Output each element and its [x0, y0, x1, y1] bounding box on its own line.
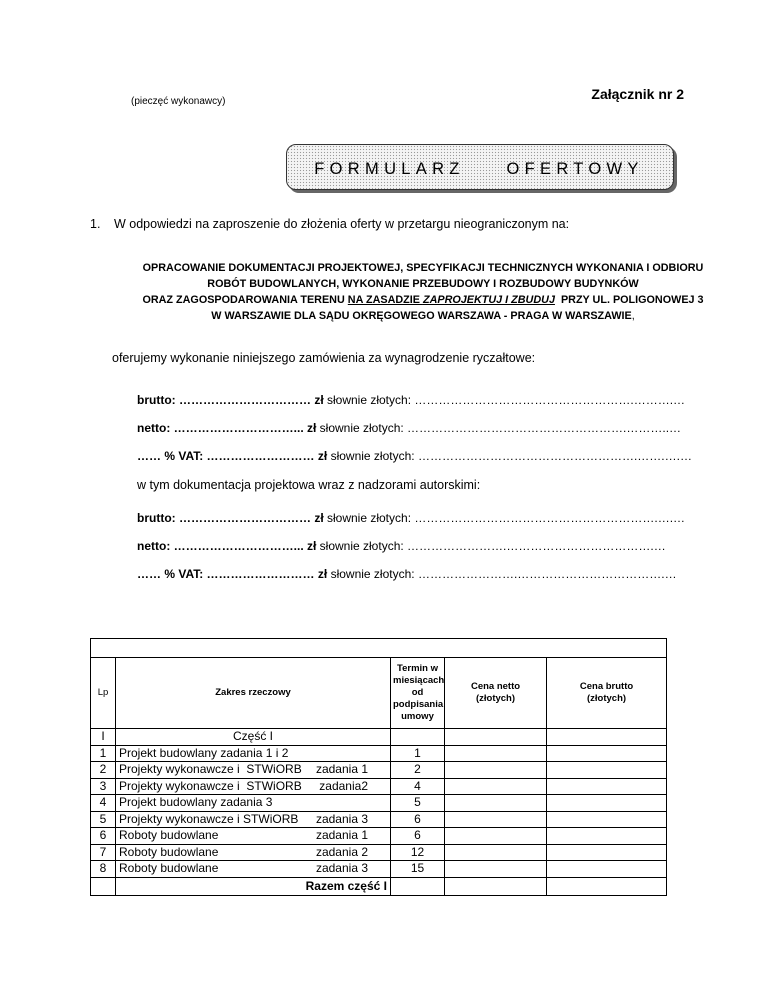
stamp-placeholder: (pieczęć wykonawcy) — [131, 96, 226, 107]
row-task: zadania2 — [319, 778, 368, 793]
table-row — [91, 861, 667, 878]
row-zakres-wrap — [116, 861, 390, 877]
row-brutto[interactable] — [547, 811, 667, 828]
subject-line-2: ROBÓT BUDOWLANYCH, WYKONANIE PRZEBUDOWY I ROZBUDOWY BUDYNKÓW — [207, 278, 639, 290]
price-brutto[interactable] — [137, 393, 685, 407]
row-term: 4 — [391, 778, 445, 795]
row-name: Projekt budowlany zadania 1 i 2 — [119, 745, 289, 760]
table-total-row — [91, 877, 667, 895]
row-zakres — [116, 828, 391, 845]
offer-intro: oferujemy wykonanie niniejszego zamówienia za wynagrodzenie ryczałtowe: — [112, 351, 536, 365]
row-netto[interactable] — [445, 795, 547, 812]
part-brutto[interactable] — [547, 729, 667, 746]
point-1 — [90, 217, 569, 231]
price-brutto-words: słownie złotych: ……………………………………………….……….… — [323, 393, 686, 407]
row-zakres — [116, 811, 391, 828]
row-netto[interactable] — [445, 828, 547, 845]
row-brutto[interactable] — [547, 861, 667, 878]
row-name: Projekt budowlany zadania 3 — [119, 795, 273, 809]
design-netto-label: netto: …………………………... zł — [137, 539, 317, 553]
row-term: 15 — [391, 861, 445, 878]
design-netto-words: słownie złotych: …………………….……………………………….… — [316, 539, 666, 553]
row-task — [368, 795, 388, 811]
row-task: zadania 3 — [315, 861, 368, 875]
row-zakres-wrap — [116, 828, 390, 844]
row-name: Projekty wykonawcze i STWiORB — [119, 778, 302, 793]
row-brutto[interactable] — [547, 844, 667, 861]
row-brutto[interactable] — [547, 778, 667, 795]
subject-line-4-end: , — [631, 310, 635, 322]
subject-line-4-text: W WARSZAWIE DLA SĄDU OKRĘGOWEGO WARSZAWA - PRAGA W WARSZAWIE — [211, 310, 632, 322]
row-task: zadania 1 — [315, 762, 368, 776]
point-number: 1. — [90, 217, 101, 231]
row-zakres-wrap — [116, 795, 390, 811]
row-zakres-wrap — [116, 812, 390, 828]
table-row — [91, 778, 667, 795]
row-lp: 4 — [91, 795, 116, 812]
row-lp: 8 — [91, 861, 116, 878]
row-netto[interactable] — [445, 861, 547, 878]
row-brutto[interactable] — [547, 795, 667, 812]
header-brutto: Cena brutto (złotych) — [547, 658, 667, 729]
design-vat-label: …… % VAT: ……………………… zł — [137, 567, 328, 581]
row-netto[interactable] — [445, 762, 547, 779]
header-netto: Cena netto (złotych) — [445, 658, 547, 729]
table-row-part — [91, 729, 667, 746]
table-row — [91, 844, 667, 861]
part-lp: I — [91, 729, 116, 746]
annex-label: Załącznik nr 2 — [591, 86, 684, 102]
design-vat[interactable] — [137, 567, 677, 581]
design-brutto-words: słownie złotych: …………………………………………………….….… — [323, 511, 686, 525]
row-lp: 1 — [91, 745, 116, 762]
row-zakres — [116, 762, 391, 779]
point-text: W odpowiedzi na zaproszenie do złożenia oferty w przetargu nieograniczonym na: — [114, 217, 570, 231]
design-subhead: w tym dokumentacja projektowa wraz z nadzorami autorskimi: — [137, 478, 481, 492]
row-brutto[interactable] — [547, 828, 667, 845]
row-lp: 7 — [91, 844, 116, 861]
row-lp: 5 — [91, 811, 116, 828]
price-brutto-label: brutto: …………………………… zł — [137, 393, 324, 407]
row-brutto[interactable] — [547, 762, 667, 779]
total-netto[interactable] — [445, 877, 547, 895]
header-termin: Termin w miesiącach od podpisania umowy — [391, 658, 445, 729]
part-netto[interactable] — [445, 729, 547, 746]
row-term: 2 — [391, 762, 445, 779]
subject-underlined — [348, 294, 555, 306]
design-brutto[interactable] — [137, 511, 685, 525]
price-vat-label: …… % VAT: ……………………… zł — [137, 449, 328, 463]
subject-underlined-b: ZAPROJEKTUJ I ZBUDUJ — [422, 294, 555, 306]
row-netto[interactable] — [445, 811, 547, 828]
table-row — [91, 828, 667, 845]
row-term: 12 — [391, 844, 445, 861]
row-lp: 6 — [91, 828, 116, 845]
total-lp — [91, 877, 116, 895]
row-zakres-wrap — [116, 779, 390, 795]
row-lp: 3 — [91, 778, 116, 795]
row-task: zadania 1 — [315, 828, 368, 842]
table-row — [91, 795, 667, 812]
total-term — [391, 877, 445, 895]
row-term: 6 — [391, 828, 445, 845]
row-task: zadania 3 — [315, 811, 368, 826]
row-task — [368, 746, 388, 762]
price-netto[interactable] — [137, 421, 681, 435]
row-name: Roboty budowlane — [119, 861, 219, 875]
price-netto-label: netto: …………………………... zł — [137, 421, 317, 435]
price-vat-words: słownie złotych: ……………………………………………….…….….… — [327, 449, 692, 463]
design-vat-words: słownie złotych: …………………….……………………………….… — [327, 567, 677, 581]
table-row — [91, 762, 667, 779]
subject-line-3 — [80, 292, 766, 308]
form-title: FORMULARZ OFERTOWY — [314, 160, 644, 178]
row-name: Roboty budowlane — [119, 844, 219, 859]
subject-line-3-start: ORAZ ZAGOSPODAROWANIA TERENU — [142, 294, 348, 306]
row-name: Roboty budowlane — [119, 828, 219, 842]
total-label: Razem część I — [116, 877, 391, 895]
row-zakres-wrap — [116, 762, 390, 778]
row-brutto[interactable] — [547, 745, 667, 762]
part-term — [391, 729, 445, 746]
row-netto[interactable] — [445, 745, 547, 762]
row-zakres — [116, 844, 391, 861]
row-zakres-wrap — [116, 845, 390, 861]
row-zakres — [116, 795, 391, 812]
table-row — [91, 811, 667, 828]
row-zakres — [116, 778, 391, 795]
table-header — [91, 658, 667, 729]
row-zakres-wrap — [116, 746, 390, 762]
row-zakres — [116, 745, 391, 762]
row-term: 6 — [391, 811, 445, 828]
tender-subject — [80, 260, 766, 324]
table-top-spacer — [91, 639, 667, 658]
header-lp: Lp — [91, 658, 116, 729]
subject-line-1: OPRACOWANIE DOKUMENTACJI PROJEKTOWEJ, SPECYFIKACJI TECHNICZNYCH WYKONANIA I ODBIORU — [142, 262, 704, 274]
row-name: Projekty wykonawcze i STWiORB — [119, 811, 299, 826]
row-zakres — [116, 861, 391, 878]
header-zakres: Zakres rzeczowy — [116, 658, 391, 729]
row-name: Projekty wykonawcze i STWiORB — [119, 762, 302, 776]
price-vat[interactable] — [137, 449, 692, 463]
row-netto[interactable] — [445, 778, 547, 795]
table-row — [91, 745, 667, 762]
total-brutto[interactable] — [547, 877, 667, 895]
part-title: Część I — [116, 729, 391, 746]
design-netto[interactable] — [137, 539, 666, 553]
subject-line-3-end: PRZY UL. POLIGONOWEJ 3 — [554, 294, 704, 306]
design-brutto-label: brutto: …………………………… zł — [137, 511, 324, 525]
row-lp: 2 — [91, 762, 116, 779]
row-term: 5 — [391, 795, 445, 812]
subject-line-4 — [80, 308, 766, 324]
price-netto-words: słownie złotych: ……………………………………………….………..… — [316, 421, 682, 435]
price-table — [90, 638, 667, 896]
row-task: zadania 2 — [315, 844, 368, 859]
row-netto[interactable] — [445, 844, 547, 861]
subject-underlined-a: NA ZASADZIE — [347, 294, 423, 306]
row-term: 1 — [391, 745, 445, 762]
